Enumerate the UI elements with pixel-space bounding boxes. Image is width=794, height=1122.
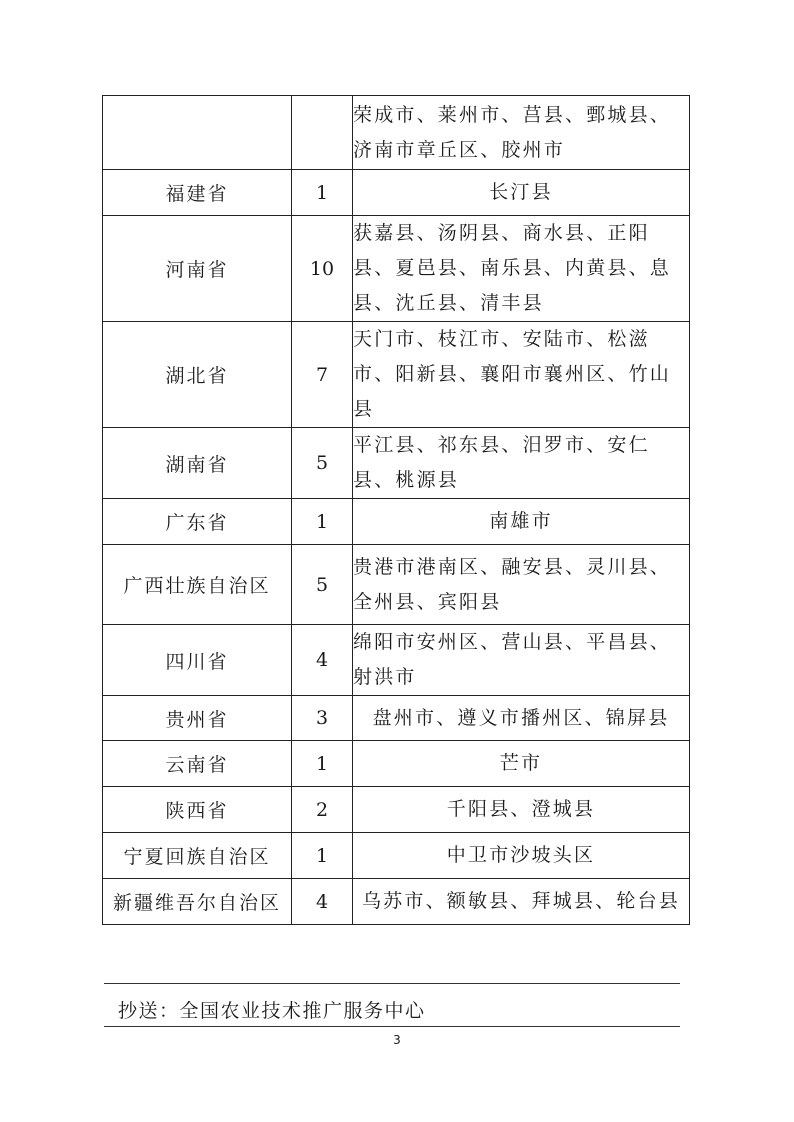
counties-cell: 盘州市、遵义市播州区、锦屏县 [353,696,690,741]
province-cell: 广东省 [103,499,292,545]
table-row [103,170,690,216]
table-row [103,879,690,925]
count-cell: 5 [292,428,353,499]
province-cell: 云南省 [103,741,292,787]
county-table-body [103,96,690,925]
table-row [103,216,690,322]
count-cell: 1 [292,499,353,545]
table-row [103,545,690,625]
county-table [102,95,690,925]
count-cell: 2 [292,787,353,833]
count-cell: 10 [292,216,353,322]
province-cell: 湖北省 [103,322,292,428]
counties-cell: 获嘉县、汤阴县、商水县、正阳县、夏邑县、南乐县、内黄县、息县、沈丘县、清丰县 [353,216,690,322]
counties-cell: 长汀县 [353,170,690,216]
province-cell: 河南省 [103,216,292,322]
table-row [103,696,690,741]
counties-cell: 荣成市、莱州市、莒县、鄄城县、济南市章丘区、胶州市 [353,96,690,170]
counties-cell: 天门市、枝江市、安陆市、松滋市、阳新县、襄阳市襄州区、竹山县 [353,322,690,428]
footer-top-rule [104,983,680,984]
province-cell: 四川省 [103,625,292,696]
table-row [103,741,690,787]
count-cell: 3 [292,696,353,741]
province-cell: 广西壮族自治区 [103,545,292,625]
counties-cell: 千阳县、澄城县 [353,787,690,833]
table-row [103,833,690,879]
count-cell: 1 [292,170,353,216]
count-cell: 4 [292,879,353,925]
counties-cell: 芒市 [353,741,690,787]
province-cell: 宁夏回族自治区 [103,833,292,879]
counties-cell: 贵港市港南区、融安县、灵川县、全州县、宾阳县 [353,545,690,625]
count-cell: 1 [292,833,353,879]
count-cell: 4 [292,625,353,696]
count-cell: 5 [292,545,353,625]
count-cell: 1 [292,741,353,787]
province-cell [103,96,292,170]
table-row [103,96,690,170]
counties-cell: 绵阳市安州区、营山县、平昌县、射洪市 [353,625,690,696]
province-cell: 湖南省 [103,428,292,499]
table-row [103,428,690,499]
province-cell: 陕西省 [103,787,292,833]
table-row [103,625,690,696]
count-cell: 7 [292,322,353,428]
counties-cell: 中卫市沙坡头区 [353,833,690,879]
province-cell: 新疆维吾尔自治区 [103,879,292,925]
page-number: 3 [393,1033,401,1047]
province-cell: 福建省 [103,170,292,216]
count-cell [292,96,353,170]
counties-cell: 南雄市 [353,499,690,545]
counties-cell: 乌苏市、额敏县、拜城县、轮台县 [353,879,690,925]
province-cell: 贵州省 [103,696,292,741]
footer-bottom-rule [104,1026,680,1027]
table-row [103,499,690,545]
table-row [103,322,690,428]
cc-line: 抄送：全国农业技术推广服务中心 [118,1000,426,1022]
counties-cell: 平江县、祁东县、汨罗市、安仁县、桃源县 [353,428,690,499]
table-row [103,787,690,833]
